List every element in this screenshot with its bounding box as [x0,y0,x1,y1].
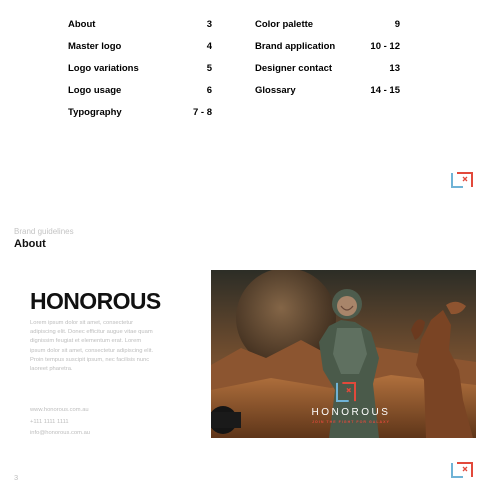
brand-name: HONOROUS [30,288,161,314]
hero-wordmark: HONOROUS [311,407,391,418]
contents-page [0,0,500,208]
toc-title: Logo usage [68,85,122,96]
brand-logo-icon [451,172,473,188]
toc-title: Brand application [255,41,336,52]
toc-page: 9 [394,19,400,30]
toc-entry-brand-application[interactable] [255,40,400,62]
hero-logo-icon [336,382,356,402]
toc-title: Glossary [255,85,296,96]
page-number: 3 [14,473,19,482]
toc-entry-logo-variations[interactable] [68,62,212,84]
hero-image [211,270,476,438]
toc-entry-glossary[interactable] [255,84,400,106]
toc-left-column [68,18,212,128]
section-kicker: Brand guidelines [14,227,74,236]
toc-page: 5 [206,63,212,74]
about-body-text: Lorem ipsum dolor sit amet, consectetur adipiscing elit. Donec efficitur augue vitae quam dignissim feugiat et elementum erat. Lorem ipsum dolor sit amet, consectetur adipiscing elit. Proin tempus suscipit ipsum, nec facilisis nunc laoreet pharetra. [30,320,154,373]
toc-entry-logo-usage[interactable] [68,84,212,106]
toc-page: 6 [206,85,212,96]
toc-entry-about[interactable] [68,18,212,40]
section-title: About [14,238,46,250]
toc-title: Color palette [255,19,314,30]
toc-entry-designer-contact[interactable] [255,62,400,84]
toc-page: 14 - 15 [370,85,400,96]
toc-page: 13 [389,63,400,74]
toc-entry-typography[interactable] [68,106,212,128]
toc-entry-master-logo[interactable] [68,40,212,62]
toc-page: 10 - 12 [370,41,400,52]
toc-page: 3 [206,19,212,30]
toc-title: About [68,19,96,30]
hero-tagline: JOIN THE FIGHT FOR GALAXY [312,420,390,424]
toc-entry-color-palette[interactable] [255,18,400,40]
toc-right-column [255,18,400,106]
toc-page: 4 [206,41,212,52]
toc-page: 7 - 8 [192,107,212,118]
toc-title: Typography [68,107,122,118]
page-divider [0,208,500,209]
phone-number: +111 1111 1111 [30,418,69,425]
toc-title: Logo variations [68,63,139,74]
contact-block [30,405,90,440]
footer-logo-icon [451,462,473,478]
email-link[interactable]: info@honorous.com.au [30,430,91,436]
toc-title: Master logo [68,41,122,52]
toc-title: Designer contact [255,63,333,74]
website-link[interactable]: www.honorous.com.au [30,407,89,413]
